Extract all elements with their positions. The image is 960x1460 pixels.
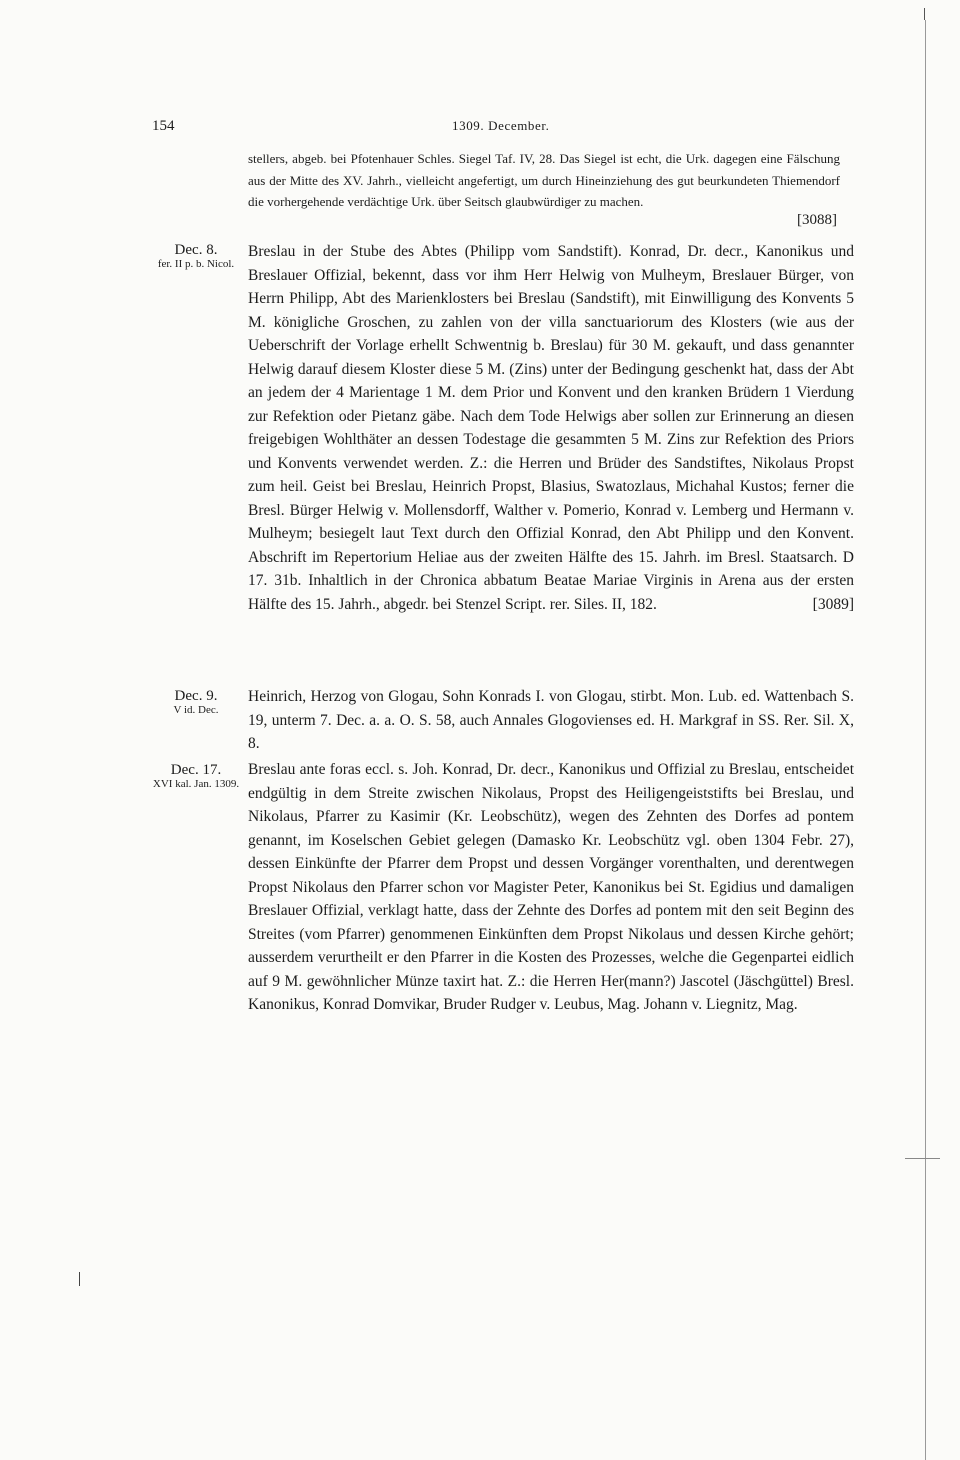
entry-date-sub: fer. II p. b. Nicol. — [157, 258, 235, 270]
entry-date-sub: V id. Dec. — [173, 704, 219, 716]
entry-date-sub: XVI kal. Jan. 1309. — [152, 778, 240, 790]
regest-entry — [248, 240, 854, 616]
regest-entry — [248, 758, 854, 1017]
entry-date: Dec. 8. — [174, 242, 218, 258]
footnote-ref: [3088] — [797, 212, 837, 228]
scan-edge-tick — [905, 1158, 940, 1159]
footnote-continuation — [248, 148, 840, 213]
entry-text: Breslau ante foras eccl. s. Joh. Konrad, Dr. decr., Kanonikus und Offizial zu Breslau, entscheidet endgültig in dem Streite zwischen Nikolaus, Propst des Heiligengeiststifts bei Breslau, und Nikolaus, Pfarrer zu Kasimir (Kr. Leobschütz), wegen des Zehnten des Dorfes ad pontem genannt, im Koselschen Gebiet gelegen (Damasko Kr. Leobschütz vgl. oben 1304 Febr. 27), dessen Einkünfte der Pfarrer dem Propst und dessen Vorgänger vorenthalten, und derentwegen Propst Nikolaus den Pfarrer schon vor Magister Peter, Kanonikus bei St. Egidius und damaligen Breslauer Offizial, verklagt hatte, dass der Zehnte des Dorfes ad pontem mit den seit Beginn des Streites (vom Pfarrer) genommenen Einkünften dem Propst Nikolaus und dessen Kirche gehört; ausserdem verurtheilt er den Pfarrer in die Kosten des Prozesses, welche die Gegenpartei eidlich auf 9 M. gewöhnlicher Münze taxirt hat. Z.: die Herren Her(mann?) Jascotel (Jäschgüttel) Bresl. Kanonikus, Konrad Domvikar, Bruder Rudger v. Leubus, Mag. Johann v. Liegnitz, Mag. — [248, 761, 854, 1013]
entry-date-margin — [150, 762, 242, 790]
regest-entry — [248, 685, 854, 756]
scan-stray-mark — [79, 1272, 80, 1286]
entry-text: Breslau in der Stube des Abtes (Philipp vom Sandstift). Konrad, Dr. decr., Kanonikus und Breslauer Offizial, bekennt, dass vor ihm Herr Helwig von Mulheym, Breslauer Bürger, von Herrn Philipp, Abt des Marienklosters bei Breslau (Sandstift), mit Einwilligung des Konvents 5 M. königliche Groschen, zu zahlen von der villa sanctuariorum des Klosters (wie aus der Ueberschrift der Vorlage erhellt Schwentnig b. Breslau) für 30 M. gekauft, und dass genannter Helwig darauf diesem Kloster diese 5 M. (Zins) unter der Bedingung geschenkt hat, dass der Abt an jedem der 4 Marientage 1 M. dem Prior und Konvent und den kranken Brüdern 1 Vierdung zur Refektion oder Pietanz gäbe. Nach dem Tode Helwigs aber sollen zur Erinnerung an diesen freigebigen Wohlthäter an dessen Todestage die gesammten 5 M. Zins zur Refektion des Priors und Konvents verwendet werden. Z.: die Herren und Brüder des Sandstiftes, Nikolaus Propst zum heil. Geist bei Breslau, Heinrich Propst, Blasius, Swatozlaus, Michahal Kustos; ferner die Bresl. Bürger Helwig v. Mollensdorff, Walther v. Pomerio, Konrad v. Lemberg und Hermann v. Mulheym; besiegelt laut Text durch den Offizial Konrad, den Abt Philipp und den Konvent. Abschrift im Repertorium Heliae aus der zweiten Hälfte des 15. Jahrh. im Bresl. Staatsarch. D 17. 31b. Inhaltlich in der Chronica abbatum Beatae Mariae Virginis in Arena aus der ersten Hälfte des 15. Jahrh., abgedr. bei Stenzel Script. rer. Siles. II, 182. — [248, 243, 854, 613]
footnote-text: stellers, abgeb. bei Pfotenhauer Schles. Siegel Taf. IV, 28. Das Siegel ist echt, die Urk. dagegen eine Fälschung aus der Mitte des XV. Jahrh., vielleicht angefertigt, um durch Hineinziehung des gut beurkundeten Thiemendorf die vorhergehende verdächtige Urk. über Seitsch glaubwürdiger zu machen. — [248, 151, 840, 209]
page-number: 154 — [152, 118, 175, 134]
running-title: 1309. December. — [452, 118, 550, 133]
entry-date: Dec. 17. — [170, 762, 222, 778]
entry-date-margin — [150, 688, 242, 716]
entry-date: Dec. 9. — [174, 688, 218, 704]
entry-date-margin — [150, 242, 242, 270]
scan-edge-mark — [924, 8, 925, 20]
scan-edge-rule — [925, 20, 926, 1460]
entry-text: Heinrich, Herzog von Glogau, Sohn Konrads I. von Glogau, stirbt. Mon. Lub. ed. Wattenbach S. 19, unterm 7. Dec. a. a. O. S. 58, auch Annales Glogovienses ed. H. Markgraf in SS. Rer. Sil. X, 8. — [248, 688, 854, 752]
entry-ref: [3089] — [812, 595, 854, 613]
